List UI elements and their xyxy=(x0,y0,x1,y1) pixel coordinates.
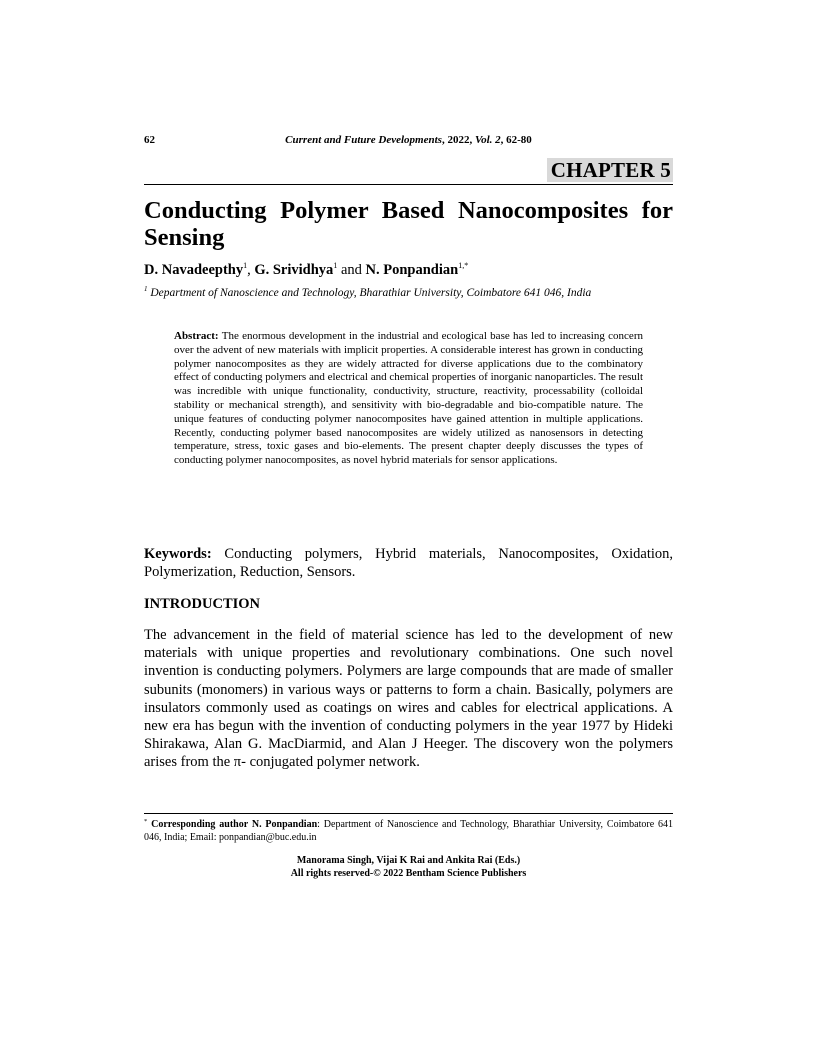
keywords-label: Keywords: xyxy=(144,546,212,562)
author-affiliation-mark: 1,* xyxy=(458,261,469,270)
footnote-label: Corresponding author N. Ponpandian xyxy=(151,819,318,830)
keywords xyxy=(144,545,673,581)
author-name: D. Navadeepthy xyxy=(144,262,244,278)
author-affiliation-mark: 1 xyxy=(243,261,248,270)
footnote-mark: * xyxy=(144,818,148,825)
rights-line: All rights reserved-© 2022 Bentham Science Publishers xyxy=(290,868,527,879)
author-list xyxy=(144,261,673,279)
author-separator: , xyxy=(247,262,255,278)
chapter-label: CHAPTER 5 xyxy=(547,158,673,182)
affiliation xyxy=(144,286,673,301)
footnote xyxy=(144,818,673,844)
affiliation-mark: 1 xyxy=(144,285,148,293)
section-heading-introduction: INTRODUCTION xyxy=(144,596,261,612)
abstract-label: Abstract: xyxy=(174,330,219,342)
journal-name: Current and Future Developments xyxy=(285,134,442,146)
introduction-paragraph: The advancement in the field of material science has led to the development of new materials with unique properties and revolutionary combinations. One such novel invention is conducting polymers. Polymers are large compounds that are made of smaller subunits (monomers) in various ways or patterns to form a chain. Basically, polymers are insulators commonly used as coatings on wires and cables for electrical applications. A new era has begun with the invention of conducting polymers in the year 1977 by Hideki Shirakawa, Alan G. MacDiarmid, and Alan J Heeger. The discovery won the polymers arises from the π- conjugated polymer network. xyxy=(144,627,673,771)
journal-citation xyxy=(144,133,673,147)
journal-volume: Vol. 2 xyxy=(474,134,501,146)
author-affiliation-mark: 1 xyxy=(333,261,338,270)
journal-pages: , 62-80 xyxy=(500,134,532,146)
footnote-divider xyxy=(144,813,673,814)
abstract xyxy=(174,330,643,468)
footnote-text: : Department of Nanoscience and Technology, Bharathiar University, Coimbatore 641 046, India; Email: ponpandian@buc.edu.in xyxy=(144,819,674,843)
author-name: N. Ponpandian xyxy=(365,262,459,278)
keywords-text: Conducting polymers, Hybrid materials, Nanocomposites, Oxidation, Polymerization, Reduction, Sensors. xyxy=(144,546,674,580)
chapter-title: Conducting Polymer Based Nanocomposites for Sensing xyxy=(144,197,673,251)
editors-line: Manorama Singh, Vijai K Rai and Ankita Rai (Eds.) xyxy=(296,855,521,866)
publisher-info xyxy=(144,854,673,880)
abstract-text: The enormous development in the industrial and ecological base has led to increasing concern over the advent of new materials with implicit properties. A considerable interest has grown in conducting polymer nanocomposites as they are widely attracted for diverse applications due to the combinatory effect of conducting polymers and electrical and chemical properties of inorganic nanoparticles. The result was incredible with unique functionality, conductivity, structure, reactivity, processability (colloidal stability or mechanical strength), and sensitivity with bio-degradable and bio-compatible nature. The unique features of conducting polymer nanocomposites have gained attention in multiple applications. Recently, conducting polymer based nanocomposites are widely utilized as nanosensors in detecting temperature, stress, toxic gases and bio-elements. The present chapter deeply discusses the types of conducting polymer nanocomposites, as novel hybrid materials for sensor applications. xyxy=(174,330,643,467)
chapter-banner xyxy=(144,158,673,185)
page-number: 62 xyxy=(144,134,155,146)
author-name: G. Srividhya xyxy=(254,262,334,278)
affiliation-text: Department of Nanoscience and Technology, Bharathiar University, Coimbatore 641 046, India xyxy=(147,287,592,299)
author-separator: and xyxy=(337,262,366,278)
journal-year: , 2022, xyxy=(441,134,475,146)
